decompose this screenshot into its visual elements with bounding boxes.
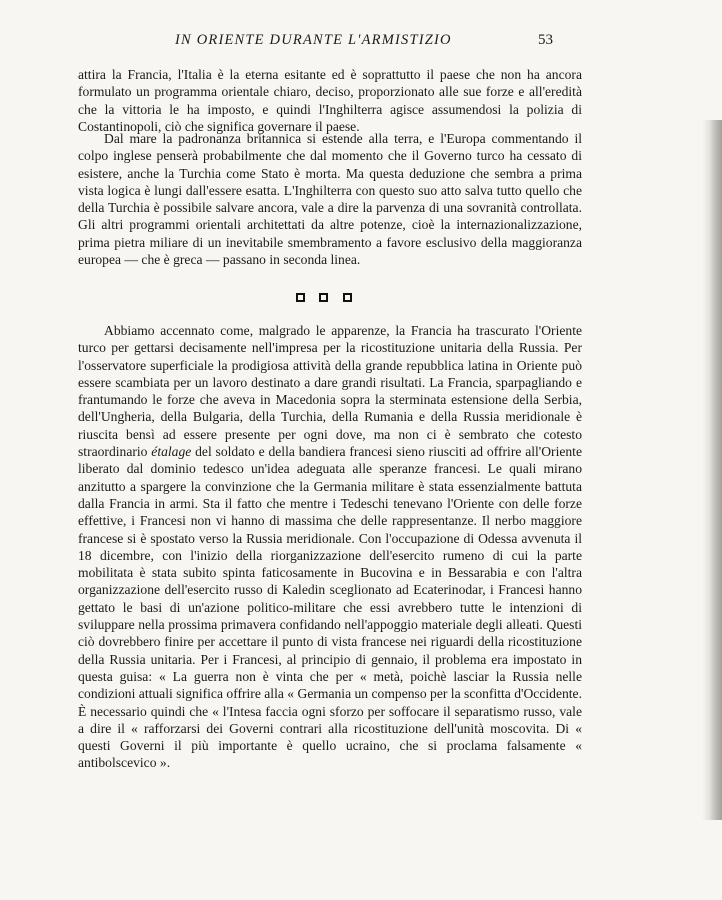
page-number: 53 <box>538 32 553 48</box>
paragraph-2 <box>78 130 582 268</box>
square-ornament-icon <box>343 293 352 302</box>
paragraph-3-text-before: Abbiamo accennato come, malgrado le apparenze, la Francia ha trascurato l'Oriente turco per gettarsi decisamente nell'impresa per la ricostituzione unitaria della Russia. Per l'osservatore superficiale la prodigiosa attività della grande repubblica latina in Oriente può essere scambiata per un lavoro destinato a dare grandi risultati. La Francia, sparpagliando e frantumando le forze che aveva in Macedonia sopra la sterminata estensione della Serbia, dell'Ungheria, della Bulgaria, della Turchia, della Rumania e della Russia meridionale è riuscita bensì ad essere presente per ogni dove, ma non ci è sembrato che cotesto straordinario <box>78 323 582 460</box>
section-divider <box>0 293 722 307</box>
italic-term: étalage <box>151 444 192 460</box>
running-title: IN ORIENTE DURANTE L'ARMISTIZIO <box>175 32 452 48</box>
page-header <box>0 32 722 52</box>
paragraph-2-text: Dal mare la padronanza britannica si estende alla terra, e l'Europa commentando il colpo inglese penserà probabilmente che dal momento che il Governo turco ha cessato di esistere, anche la Turchia come Stato è morta. Ma questa deduzione che sembra a prima vista logica è lungi dall'essere esatta. L'Inghilterra con questo suo atto salva tutto quello che della Turchia è possibile salvare ancora, vale a dire la parvenza di una sovranità controllata. Gli altri programmi orientali architettati da altre potenze, cioè la internazionalizzazione, prima pietra miliare di un inevitabile smembramento a favore esclusivo della maggioranza europea — che è greca — passano in seconda linea. <box>78 131 582 268</box>
square-ornament-icon <box>319 293 328 302</box>
paragraph-3 <box>78 322 582 772</box>
square-ornament-icon <box>296 293 305 302</box>
paragraph-3-text <box>78 322 582 772</box>
paragraph-1-text: attira la Francia, l'Italia è la eterna esitante ed è soprattutto il paese che non ha ancora formulato un programma orientale chiaro, deciso, proporzionato alle sue forze e all'eredità che la vittoria le ha imposto, e quindi l'Inghilterra agisce assumendosi la polizia di Costantinopoli, ciò che significa governare il paese. <box>78 67 582 134</box>
paragraph-1 <box>78 66 582 135</box>
paragraph-3-text-after: del soldato e della bandiera francesi sieno riusciti ad offrire all'Oriente liberato dal dominio tedesco un'idea adeguata alle speranze francesi. Le quali mirano anzitutto a spargere la convinzione che la Germania militare è stata essenzialmente battuta dalla Francia in armi. Sta il fatto che mentre i Tedeschi tenevano l'Oriente con delle forze effettive, i Francesi non vi hanno di massima che delle rappresentanze. Il nerbo maggiore francese si è spostato verso la Russia meridionale. Con l'occupazione di Odessa avvenuta il 18 dicembre, con l'inizio della riorganizzazione dell'esercito rumeno di cui la parte mobilitata è stata subito spinta faticosamente in Bucovina e in Bessarabia e con l'altra organizzazione dell'esercito russo di Kaledin sceglionato ad Ecaterinodar, i Francesi hanno gettato le basi di un'azione politico-militare che essi avrebbero tutte le intenzioni di sviluppare nella prossima primavera confidando nell'appoggio materiale degli alleati. Questi ciò dovrebbero finire per accettare il punto di vista francese nei riguardi della ricostituzione della Russia unitaria. Per i Francesi, al principio di gennaio, il problema era impostato in questa guisa: « La guerra non è vinta che per « metà, poichè lasciar la Russia nelle condizioni attuali significa offrire alla « Germania un compenso per la sconfitta d'Occidente. È necessario quindi che « l'Intesa faccia ogni sforzo per soffocare il separatismo russo, vale a dire il « rafforzarsi dei Governi contrari alla ricostituzione dell'unità moscovita. Di « questi Governi il più importante è quello ucraino, che si proclama falsamente « antibolscevico ». <box>78 444 582 771</box>
page-edge-shadow <box>702 120 722 820</box>
